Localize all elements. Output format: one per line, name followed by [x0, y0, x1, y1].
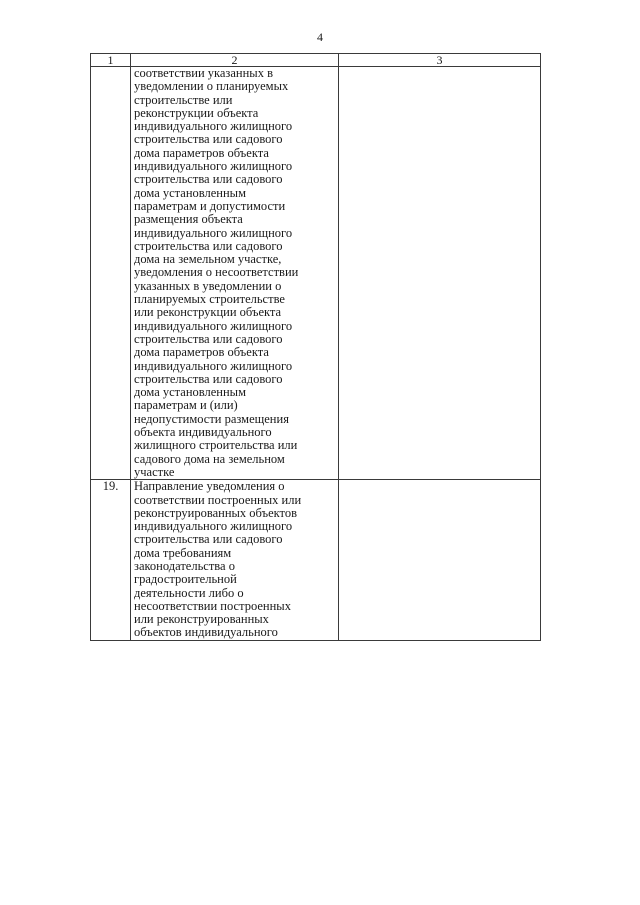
description-line: планируемых строительстве — [134, 292, 285, 307]
table-row — [91, 67, 541, 480]
column-3-cell — [339, 67, 541, 480]
description-line: недопустимости размещения — [134, 411, 289, 426]
description-cell — [131, 480, 339, 641]
services-table — [90, 53, 541, 641]
description-line: индивидуального жилищного — [134, 318, 293, 333]
row-number-cell: 19. — [91, 480, 131, 641]
description-line: уведомления о несоответствии — [134, 265, 299, 280]
description-line: индивидуального жилищного — [134, 358, 293, 373]
description-line: строительства или садового — [134, 371, 283, 386]
description-line: строительства или садового — [134, 238, 283, 253]
description-line: индивидуального жилищного — [134, 159, 293, 174]
description-line: или реконструкции объекта — [134, 305, 282, 320]
description-line: параметрам и (или) — [134, 398, 238, 413]
table-header-row — [91, 54, 541, 67]
row-number-cell — [91, 67, 131, 480]
column-3-cell — [339, 480, 541, 641]
description-line: законодательства о — [134, 558, 235, 573]
description-line: дома на земельном участке, — [134, 252, 282, 267]
description-line: Направление уведомления о — [134, 479, 285, 494]
description-line: параметрам и допустимости — [134, 198, 286, 213]
description-line: или реконструированных — [134, 612, 269, 627]
description-line: объекта индивидуального — [134, 425, 272, 440]
description-line: строительства или садового — [134, 132, 283, 147]
description-line: участке — [134, 464, 175, 479]
description-line: строительства или садового — [134, 331, 283, 346]
description-line: соответствии указанных в — [134, 66, 273, 80]
table-row — [91, 480, 541, 641]
description-line: жилищного строительства или — [134, 438, 298, 453]
description-line: дома требованиям — [134, 545, 232, 560]
description-line: строительства или садового — [134, 172, 283, 187]
description-line: указанных в уведомлении о — [134, 278, 282, 293]
description-line: дома установленным — [134, 185, 246, 200]
page-number: 4 — [317, 30, 323, 44]
description-line: индивидуального жилищного — [134, 225, 293, 240]
description-line: строительства или садового — [134, 532, 283, 547]
description-line: уведомлении о планируемых — [134, 79, 289, 94]
description-line: дома установленным — [134, 385, 246, 400]
description-line: строительстве или — [134, 92, 233, 107]
description-line: реконструкции объекта — [134, 105, 259, 120]
description-line: дома параметров объекта — [134, 145, 269, 160]
description-cell — [131, 67, 339, 480]
description-line: деятельности либо о — [134, 585, 244, 600]
description-line: индивидуального жилищного — [134, 119, 293, 134]
description-line: садового дома на земельном — [134, 451, 285, 466]
description-line: дома параметров объекта — [134, 345, 269, 360]
description-line: реконструированных объектов — [134, 505, 297, 520]
description-line: индивидуального жилищного — [134, 519, 293, 534]
column-header-3: 3 — [339, 54, 541, 67]
description-line: несоответствии построенных — [134, 598, 291, 613]
column-header-2: 2 — [131, 54, 339, 67]
table-body — [91, 67, 541, 641]
description-line: соответствии построенных или — [134, 492, 302, 507]
description-line: объектов индивидуального — [134, 625, 278, 640]
description-line: градостроительной — [134, 572, 237, 587]
column-header-1: 1 — [91, 54, 131, 67]
description-line: размещения объекта — [134, 212, 243, 227]
